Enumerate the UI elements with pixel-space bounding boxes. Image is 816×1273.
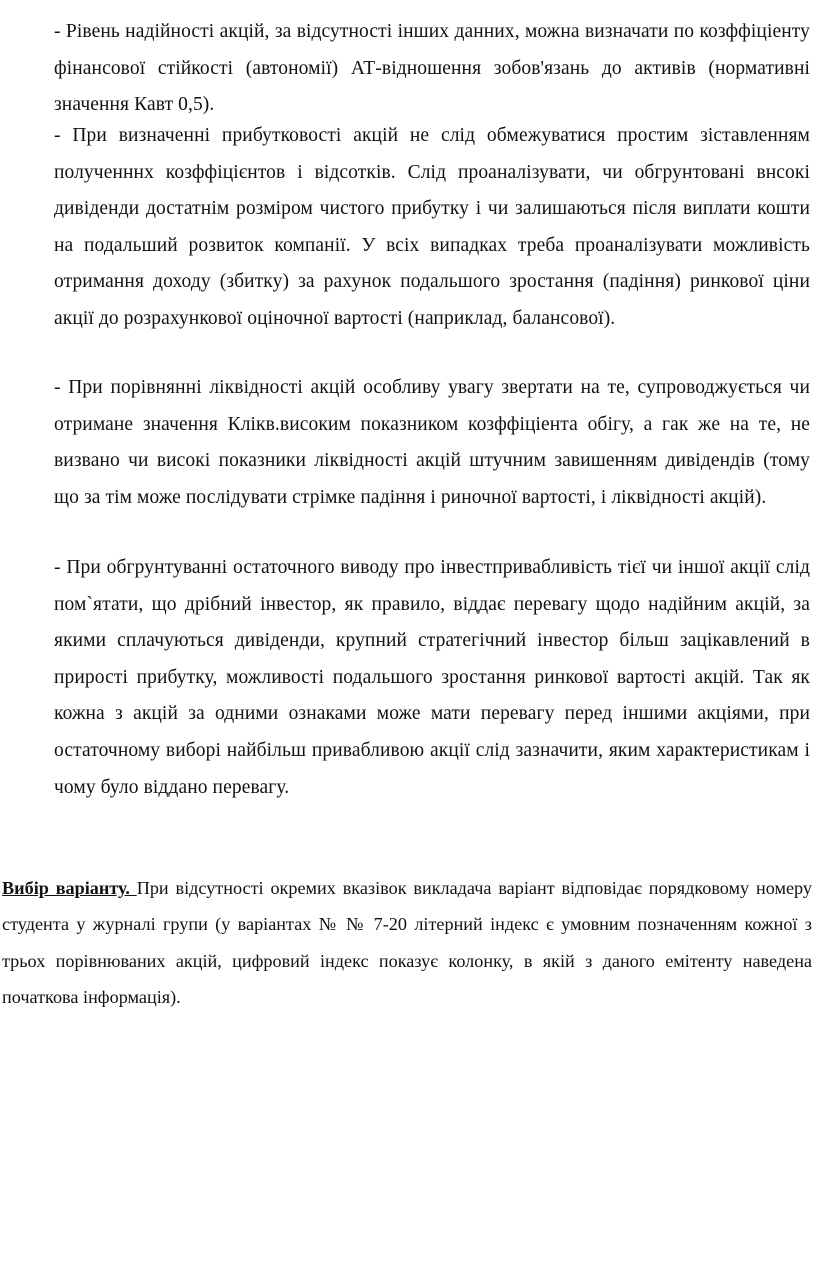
paragraph-conclusion: - При обгрунтуванні остаточного виводу про інвестпривабливість тієї чи іншої акції слід пом`ятати, що дрібний інвестор, як правило, віддає перевагу щодо надійним акцій, за якими сплачуються дивіденди, крупний стратегічний інвестор більш зацікавлений в прирості прибутку, можливості подальшого зростання ринкової вартості акцій. Так як кожна з акцій за одними ознаками може мати перевагу перед іншими акціями, при остаточному виборі найбільш привабливою акції слід зазначити, яким характеристикам і чому було віддано перевагу. (54, 557, 810, 798)
paragraph-profitability: - При визначенні прибутковості акцій не слід обмежуватися простим зіставленням полученннх козффіцієнтов і відсотків. Слід проаналізувати, чи обгрунтовані внсокі дивіденди достатнім розміром чистого прибутку і чи залишаються після виплати кошти на подальший розвиток компанії. У всіх випадках треба проаналізувати можливість отримання доходу (збитку) за рахунок подальшого зростання (падіння) ринкової ціни акції до розрахункової оціночної вартості (наприклад, балансової). (54, 125, 810, 329)
variant-section (2, 870, 812, 1015)
variant-heading: Вибір варіанту. (2, 878, 137, 898)
paragraph-liquidity: - При порівнянні ліквідності акцій особливу увагу звертати на те, супроводжується чи отримане значення Клікв.високим показником козффіціента обігу, а гак же на те, не визвано чи високі показники ліквідності акцій штучним завишенням дивідендів (тому що за тім може послідувати стрімке падіння і риночної вартості, і ліквідності акцій). (54, 377, 810, 508)
variant-body: При відсутності окремих вказівок викладача варіант відповідає порядковому номеру студента у журналі групи (у варіантах № № 7-20 літерний індекс є умовним позначенням кожної з трьох порівнюваних акцій, цифровий індекс показує колонку, в якій з даного емітенту наведена початкова інформація). (2, 878, 812, 1007)
paragraph-reliability: - Рівень надійності акцій, за відсутності інших данних, можна визначати по козффіціенту фінансової стійкості (автономії) АТ-відношення зобов'язань до активів (нормативні значення Кавт 0,5). (54, 21, 810, 116)
